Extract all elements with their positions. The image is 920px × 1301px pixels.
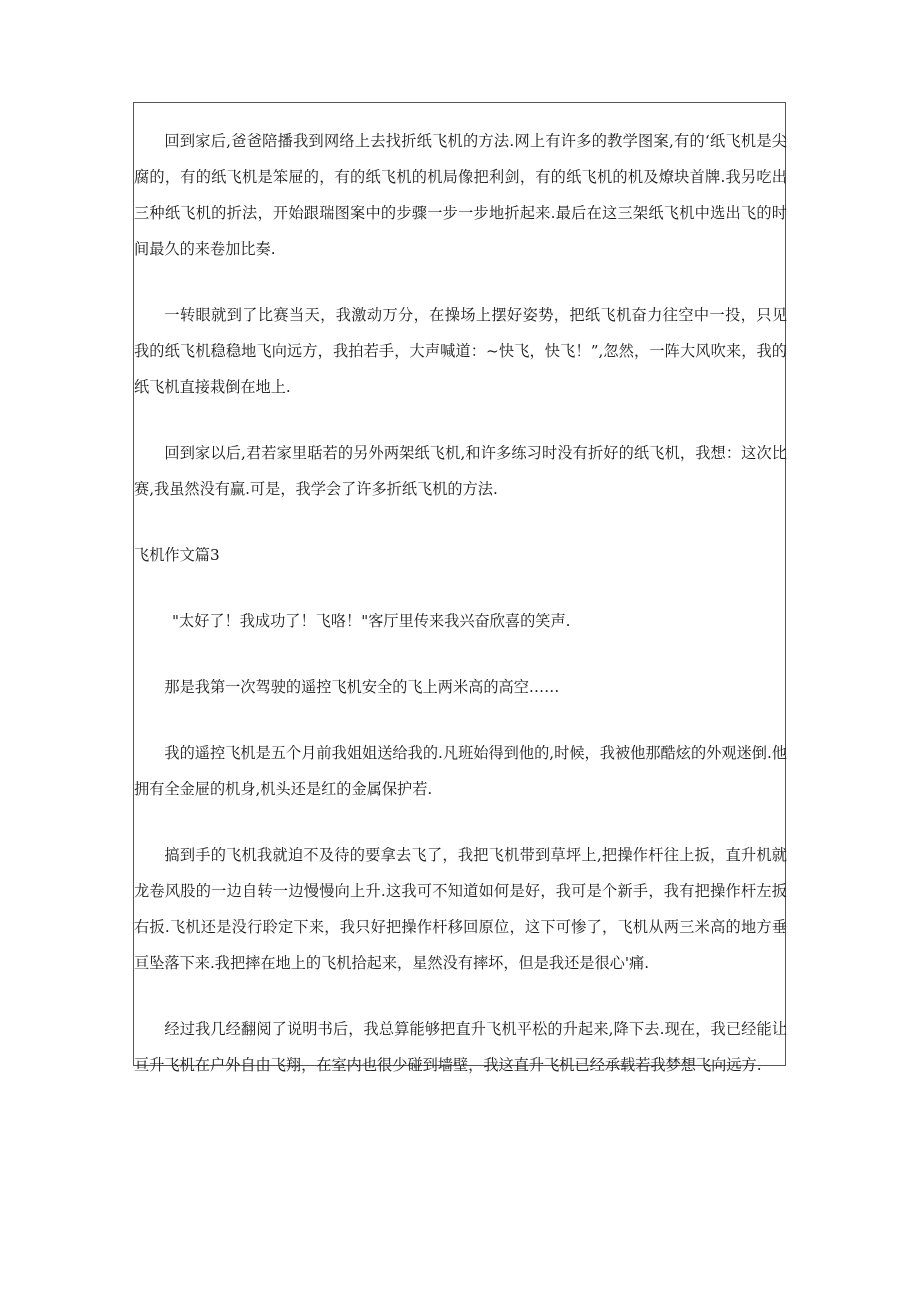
- paragraph-3: 回到家以后,君若家里聒若的另外两架纸飞机,和许多练习时没有折好的纸飞机，我想：这次比赛,我虽然没有赢.可是，我学会了许多折纸飞机的方法.: [134, 444, 787, 498]
- paragraph-5: 我的遥控飞机是五个月前我姐姐送给我的.凡班始得到他的,时候，我被他那酷炫的外观迷倒.他拥有全金屉的机身,机头还是红的金属保护若.: [134, 744, 787, 798]
- page-frame: [133, 102, 787, 1074]
- paragraph-1: 回到家后,爸爸陪播我到网络上去找折纸飞机的方法.网上有许多的教学图案,有的‘纸飞机是尖腐的，有的纸飞机是笨屉的，有的纸飞机的机局像把利剑，有的纸飞机的机及燎块首牌.我另吃出三种纸飞机的折法，开始跟瑞图案中的步骤一步一步地折起来.最后在这三架纸飞机中选出飞的时间最久的来卷加比奏.: [134, 132, 787, 258]
- paragraph-7: 经过我几经翻阅了说明书后，我总算能够把直升飞机平松的升起来,降下去.现在，我已经能让亘升飞机在户外自由飞翔，在室内也很少碰到墙壁，我这直升飞机已经承载若我梦想飞向远方.: [134, 1020, 787, 1074]
- document-body: [134, 123, 787, 1113]
- paragraph-4: 那是我第一次驾驶的遥控飞机安全的飞上两米高的高空……: [164, 678, 560, 696]
- section-heading: 飞机作文篇3: [134, 546, 220, 564]
- paragraph-6: 搞到手的飞机我就迫不及待的要拿去飞了，我把飞机带到草坪上,把操作杆往上扳，直升机就龙卷风股的一边自转一边慢慢向上升.这我可不知道如何是好，我可是个新手，我有把操作杆左扳右扳.飞机还是没行聆定下来，我只好把操作杆移回原位，这下可惨了，飞机从两三米高的地方垂亘坠落下来.我把摔在地上的飞机拾起来，星然没有摔坏，但是我还是很心'痛.: [134, 846, 787, 972]
- paragraph-2: 一转眼就到了比赛当天，我激动万分，在操场上摆好姿势，把纸飞机奋力往空中一投，只见我的纸飞机稳稳地飞向远方，我拍若手，大声喊道：~快飞，快飞！”,忽然，一阵大风吹来，我的纸飞机直接栽倒在地上.: [134, 306, 787, 396]
- quote-paragraph: "太好了！我成功了！飞咯！"客厅里传来我兴奋欣喜的笑声.: [172, 612, 571, 630]
